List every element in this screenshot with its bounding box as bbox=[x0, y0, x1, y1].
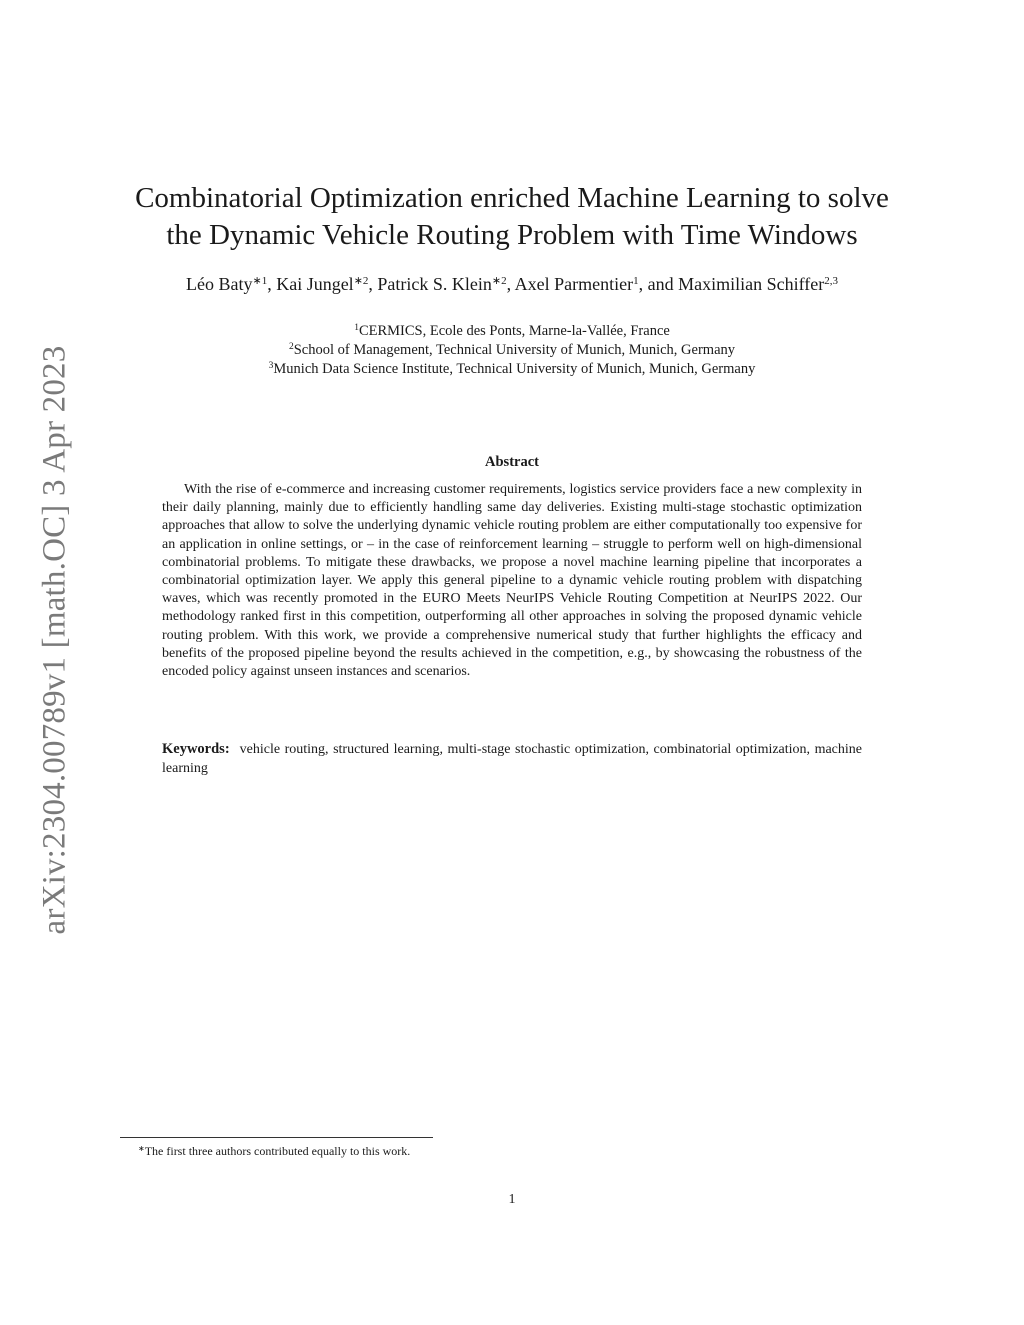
author-affiliation-mark: 2,3 bbox=[824, 275, 838, 287]
affiliation-item bbox=[112, 360, 912, 379]
affiliation-mark: 3 bbox=[268, 361, 274, 371]
author-name: Maximilian Schiffer bbox=[678, 274, 825, 294]
paper-title bbox=[112, 180, 912, 254]
affiliation-item bbox=[112, 341, 912, 360]
author-separator: , and bbox=[638, 274, 679, 294]
footnote-text: The first three authors contributed equally to this work. bbox=[144, 1144, 411, 1158]
keywords-label: Keywords: bbox=[162, 741, 230, 757]
author-name: Kai Jungel bbox=[276, 274, 354, 294]
affiliation-mark: 1 bbox=[354, 323, 359, 333]
author-list bbox=[60, 272, 964, 296]
author-separator: , bbox=[368, 274, 378, 294]
affiliation-item bbox=[112, 322, 912, 341]
footnote bbox=[138, 1143, 410, 1159]
author-name: Axel Parmentier bbox=[514, 274, 634, 294]
keywords-text: vehicle routing, structured learning, multi-stage stochastic optimization, combinatorial optimization, machine learning bbox=[162, 742, 862, 776]
author-affiliation-mark: ∗2 bbox=[491, 275, 507, 287]
affiliation-list bbox=[112, 322, 912, 379]
affiliation-mark: 2 bbox=[288, 342, 294, 352]
affiliation-text: Munich Data Science Institute, Technical University of Munich, Munich, Germany bbox=[273, 361, 756, 377]
title-line-2: the Dynamic Vehicle Routing Problem with Time Windows bbox=[166, 219, 858, 251]
arxiv-side-stamp: arXiv:2304.00789v1 [math.OC] 3 Apr 2023 bbox=[36, 345, 73, 935]
abstract-body: With the rise of e-commerce and increasing customer requirements, logistics service providers face a new complexity in their daily planning, mainly due to efficiently handling same day deliveries. Existing multi-stage stochastic optimization approaches that allow to solve the underlying dynamic vehicle routing problem are either computationally too expensive for an application in online settings, or – in the case of reinforcement learning – struggle to perform well on high-dimensional combinatorial problems. To mitigate these drawbacks, we propose a novel machine learning pipeline that incorporates a combinatorial optimization layer. We apply this general pipeline to a dynamic vehicle routing problem with dispatching waves, which was recently promoted in the EURO Meets NeurIPS Vehicle Routing Competition at NeurIPS 2022. Our methodology ranked first in this competition, outperforming all other approaches in solving the proposed dynamic vehicle routing problem. With this work, we provide a comprehensive numerical study that further highlights the efficacy and benefits of the proposed pipeline beyond the results achieved in the competition, e.g., by showcasing the robustness of the encoded policy against unseen instances and scenarios. bbox=[162, 482, 862, 680]
author-affiliation-mark: ∗2 bbox=[353, 275, 369, 287]
author-separator: , bbox=[267, 274, 277, 294]
abstract-heading: Abstract bbox=[485, 454, 539, 470]
author-name: Léo Baty bbox=[186, 274, 253, 294]
author-affiliation-mark: ∗1 bbox=[252, 275, 268, 287]
page-number: 1 bbox=[508, 1192, 516, 1207]
affiliation-text: School of Management, Technical University of Munich, Munich, Germany bbox=[293, 342, 736, 358]
footnote-mark: ∗ bbox=[138, 1144, 145, 1153]
keywords-section bbox=[162, 740, 862, 778]
author-separator: , bbox=[506, 274, 515, 294]
affiliation-text: CERMICS, Ecole des Ponts, Marne-la-Vallée, France bbox=[358, 323, 670, 339]
footnote-rule bbox=[120, 1137, 433, 1138]
author-name: Patrick S. Klein bbox=[377, 274, 492, 294]
title-line-1: Combinatorial Optimization enriched Machine Learning to solve bbox=[135, 182, 889, 214]
author-affiliation-mark: 1 bbox=[633, 275, 639, 287]
